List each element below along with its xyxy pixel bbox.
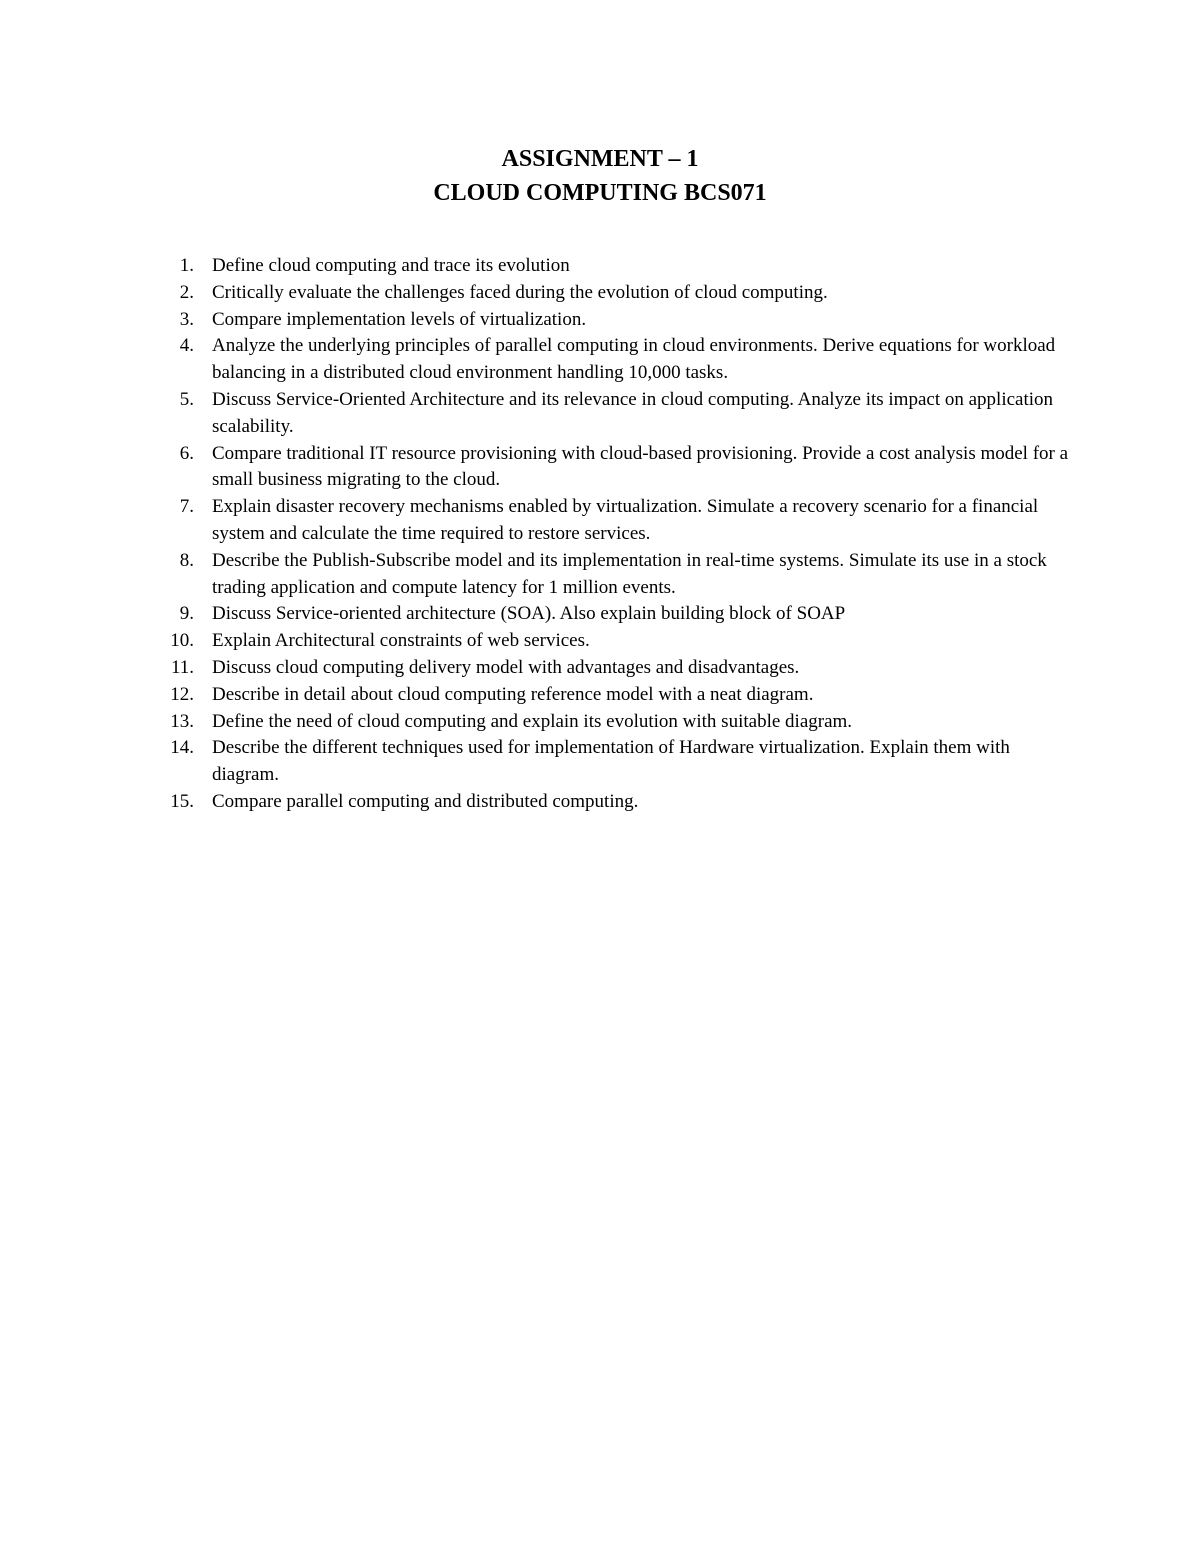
question-text: Compare implementation levels of virtualization. xyxy=(212,308,587,330)
question-number: 2. xyxy=(179,281,194,303)
question-text: Describe in detail about cloud computing reference model with a neat diagram. xyxy=(212,683,814,705)
question-number: 4. xyxy=(179,335,194,357)
question-item xyxy=(0,280,1072,307)
question-number: 15. xyxy=(170,790,194,812)
question-text: Discuss Service-oriented architecture (SOA). Also explain building block of SOAP xyxy=(212,603,846,625)
question-text: Discuss cloud computing delivery model with advantages and disadvantages. xyxy=(212,656,800,678)
question-item xyxy=(0,333,1072,387)
question-item xyxy=(0,709,1072,736)
question-text: Compare parallel computing and distributed computing. xyxy=(212,790,639,812)
question-number: 5. xyxy=(179,388,194,410)
question-item xyxy=(0,307,1072,334)
question-text: Discuss Service-Oriented Architecture and its relevance in cloud computing. Analyze its impact on application scalability. xyxy=(212,388,1054,437)
question-number: 6. xyxy=(179,442,194,464)
question-text: Critically evaluate the challenges faced during the evolution of cloud computing. xyxy=(212,281,828,303)
question-item xyxy=(0,387,1072,441)
question-text: Define the need of cloud computing and explain its evolution with suitable diagram. xyxy=(212,710,853,732)
question-text: Analyze the underlying principles of parallel computing in cloud environments. Derive equations for workload balancing in a distributed cloud environment handling 10,000 tasks. xyxy=(212,335,1056,384)
question-number: 14. xyxy=(170,737,194,759)
assignment-title: ASSIGNMENT – 1 xyxy=(501,146,699,172)
question-item xyxy=(0,441,1072,495)
question-item xyxy=(0,494,1072,548)
question-text: Describe the Publish-Subscribe model and its implementation in real-time systems. Simulate its use in a stock trading application and compute latency for 1 million events. xyxy=(212,549,1047,598)
question-text: Explain Architectural constraints of web services. xyxy=(212,630,590,652)
question-item xyxy=(0,655,1072,682)
question-number: 3. xyxy=(179,308,194,330)
question-text: Compare traditional IT resource provisioning with cloud-based provisioning. Provide a cost analysis model for a small business migrating to the cloud. xyxy=(212,442,1069,491)
question-number: 12. xyxy=(170,683,194,705)
question-item xyxy=(0,682,1072,709)
course-title: CLOUD COMPUTING BCS071 xyxy=(433,180,767,206)
question-text: Define cloud computing and trace its evolution xyxy=(212,255,570,276)
question-item xyxy=(0,735,1072,789)
question-item xyxy=(0,789,1072,816)
question-item xyxy=(0,628,1072,655)
question-item xyxy=(0,548,1072,602)
question-text: Explain disaster recovery mechanisms enabled by virtualization. Simulate a recovery scenario for a financial system and calculate the time required to restore services. xyxy=(212,496,1039,544)
question-number: 10. xyxy=(170,630,194,652)
question-number: 1. xyxy=(179,255,194,276)
question-text: Describe the different techniques used for implementation of Hardware virtualization. Explain them with diagram. xyxy=(212,737,1010,786)
question-number: 9. xyxy=(179,603,194,625)
question-item xyxy=(0,253,1072,280)
question-number: 8. xyxy=(179,549,194,571)
question-number: 11. xyxy=(170,656,194,678)
question-number: 7. xyxy=(179,496,194,518)
question-number: 13. xyxy=(170,710,194,732)
question-item xyxy=(0,601,1072,628)
question-list xyxy=(0,253,1200,816)
document-title xyxy=(0,142,1200,210)
